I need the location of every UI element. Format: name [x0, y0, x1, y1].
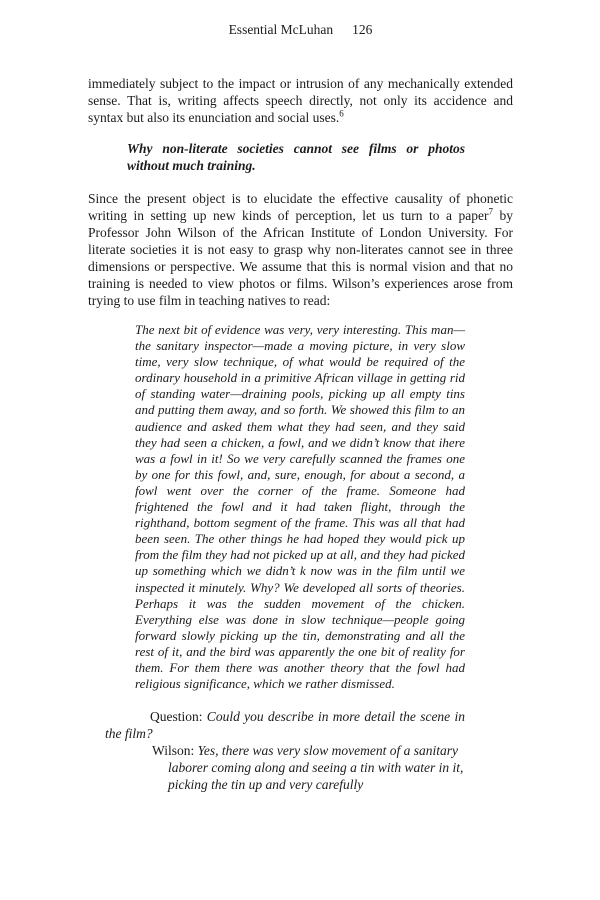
- paragraph-intro-text: immediately subject to the impact or intrusion of any mechanically extended sense. That is, writing affects speech directly, not only its accidence and syntax but also its enunciation and social uses.: [88, 76, 513, 125]
- running-title: Essential McLuhan: [228, 22, 334, 37]
- page-header: [88, 21, 513, 38]
- footnote-marker-7: 7: [488, 206, 493, 217]
- wilson-label: Wilson:: [152, 743, 195, 759]
- wilson-answer-text: Yes, there was very slow movement of a sanitary laborer coming along and seeing a tin with water in it, picking the tin up and very carefully: [168, 743, 464, 793]
- question-paragraph: [105, 708, 465, 742]
- block-quote-wilson-account: The next bit of evidence was very, very interesting. This man—the sanitary inspector—made a moving picture, in very slow time, very slow technique, of what would be required of the ordinary household in a primitive African village in getting rid of standing water—draining pools, picking up all empty tins and putting them away, and so forth. We showed this film to an audience and asked them what they had seen, and they said they had seen a chicken, a fowl, and we didn’t know that ihere was a fowl in it! So we very carefully scanned the frames one by one for this fowl, and, sure, enough, for about a second, a fowl went over the corner of the frame. Someone had frightened the fowl and it had taken flight, through the righthand, bottom segment of the frame. This was all that had been seen. The other things he had hoped they would pick up from the film they had not picked up at all, and they had picked up something which we didn’t k now was in the film until we inspected it minutely. Why? We developed all sorts of theories. Perhaps it was the sudden movement of the chicken. Everything else was done in slow technique—people going forward slowly picking up the tin, demonstrating and all the rest of it, and the bird was apparently the one bit of reality for them. For them there was another theory that the fowl had religious significance, which we rather dismissed.: [135, 322, 465, 692]
- paragraph-wilson-intro: [88, 190, 513, 309]
- section-heading: Why non-literate societies cannot see films or photos without much training.: [127, 141, 465, 173]
- paragraph-intro: [88, 75, 513, 126]
- question-text: Could you describe in more detail the scene in the film?: [105, 709, 465, 742]
- footnote-marker-6: 6: [339, 108, 344, 119]
- page-number: 126: [352, 22, 373, 37]
- wilson-answer-paragraph: [152, 742, 465, 793]
- paragraph-wilson-intro-part1: Since the present object is to elucidate the effective causality of phonetic writing in setting up new kinds of perception, let us turn to a paper: [88, 191, 513, 223]
- paragraph-wilson-intro-part2: by Professor John Wilson of the African Institute of London University. For literate societies it is not easy to grasp why non-literates cannot see in three dimensions or perspective. We assume that this is normal vision and that no training is needed to view photos or films. Wilson’s experiences arose from trying to use film in teaching natives to read:: [88, 208, 513, 308]
- question-label: Question:: [150, 709, 203, 725]
